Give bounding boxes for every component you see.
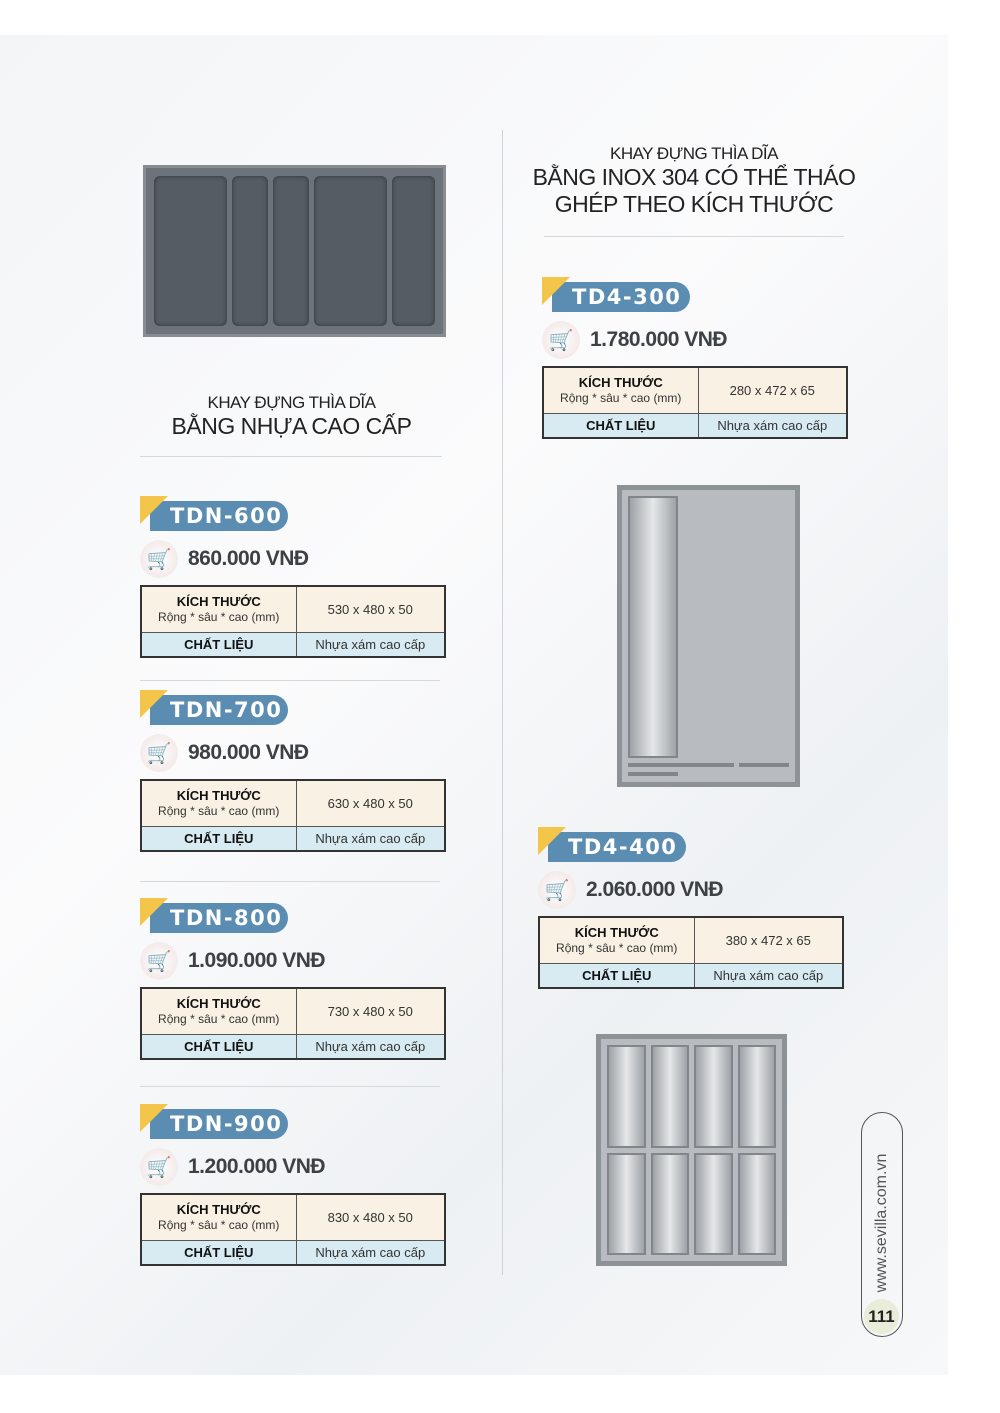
material-value: Nhựa xám cao cấp bbox=[698, 413, 847, 438]
material-label-title: CHẤT LIỆU bbox=[184, 636, 254, 652]
divider bbox=[140, 456, 442, 457]
website-url: www.sevilla.com.vn bbox=[873, 1153, 890, 1293]
size-value: 830 x 480 x 50 bbox=[296, 1194, 445, 1240]
material-label bbox=[141, 826, 296, 851]
product-code: TDN-900 bbox=[150, 1109, 288, 1139]
price-row bbox=[140, 734, 309, 772]
product-code: TDN-700 bbox=[150, 695, 288, 725]
cart-icon: 🛒 bbox=[542, 321, 580, 359]
material-value: Nhựa xám cao cấp bbox=[296, 1240, 445, 1265]
cart-icon: 🛒 bbox=[140, 942, 178, 980]
material-label bbox=[539, 963, 694, 988]
price-row bbox=[140, 1148, 325, 1186]
price: 980.000 VNĐ bbox=[188, 741, 309, 764]
product-code-badge bbox=[140, 694, 290, 725]
price-row bbox=[542, 321, 727, 359]
size-label-sub: Rộng * sâu * cao (mm) bbox=[556, 941, 678, 956]
size-label-sub: Rộng * sâu * cao (mm) bbox=[560, 391, 682, 406]
size-label-title: KÍCH THƯỚC bbox=[176, 1202, 261, 1218]
product-code: TD4-400 bbox=[548, 832, 686, 862]
divider bbox=[544, 236, 844, 237]
cart-icon: 🛒 bbox=[140, 1148, 178, 1186]
size-label bbox=[141, 780, 296, 826]
size-value: 380 x 472 x 65 bbox=[694, 917, 843, 963]
divider bbox=[140, 881, 440, 882]
right-title bbox=[520, 144, 868, 218]
divider bbox=[140, 680, 440, 681]
size-value: 280 x 472 x 65 bbox=[698, 367, 847, 413]
size-label-title: KÍCH THƯỚC bbox=[176, 594, 261, 610]
size-label-sub: Rộng * sâu * cao (mm) bbox=[158, 1218, 280, 1233]
plastic-tray-image bbox=[143, 165, 446, 337]
cart-icon: 🛒 bbox=[538, 871, 576, 909]
left-title-line2: BẰNG NHỰA CAO CẤP bbox=[171, 413, 412, 439]
price-row bbox=[140, 540, 309, 578]
right-title-line2: BẰNG INOX 304 CÓ THỂ THÁO bbox=[532, 164, 856, 190]
product-code-badge bbox=[140, 500, 290, 531]
size-label-sub: Rộng * sâu * cao (mm) bbox=[158, 804, 280, 819]
spec-table bbox=[538, 916, 844, 989]
size-label bbox=[141, 1194, 296, 1240]
size-value: 530 x 480 x 50 bbox=[296, 586, 445, 632]
material-label-title: CHẤT LIỆU bbox=[586, 417, 656, 433]
material-label-title: CHẤT LIỆU bbox=[184, 1038, 254, 1054]
material-label bbox=[543, 413, 698, 438]
price: 1.780.000 VNĐ bbox=[590, 328, 728, 351]
product-code-badge bbox=[140, 902, 290, 933]
size-label bbox=[141, 586, 296, 632]
size-label-title: KÍCH THƯỚC bbox=[578, 375, 663, 391]
spec-table bbox=[140, 585, 446, 658]
size-label-title: KÍCH THƯỚC bbox=[176, 788, 261, 804]
size-label-sub: Rộng * sâu * cao (mm) bbox=[158, 1012, 280, 1027]
size-value: 630 x 480 x 50 bbox=[296, 780, 445, 826]
column-divider bbox=[502, 130, 503, 1275]
size-label bbox=[539, 917, 694, 963]
material-label bbox=[141, 1034, 296, 1059]
price: 1.200.000 VNĐ bbox=[188, 1155, 326, 1178]
product-code-badge bbox=[140, 1108, 290, 1139]
cart-icon: 🛒 bbox=[140, 734, 178, 772]
price-row bbox=[140, 942, 325, 980]
material-value: Nhựa xám cao cấp bbox=[296, 826, 445, 851]
size-label-title: KÍCH THƯỚC bbox=[574, 925, 659, 941]
website-sidebar bbox=[861, 1112, 903, 1337]
spec-table bbox=[542, 366, 848, 439]
material-label bbox=[141, 632, 296, 657]
size-label bbox=[141, 988, 296, 1034]
material-value: Nhựa xám cao cấp bbox=[296, 632, 445, 657]
price: 1.090.000 VNĐ bbox=[188, 949, 326, 972]
material-label-title: CHẤT LIỆU bbox=[184, 830, 254, 846]
spec-table bbox=[140, 987, 446, 1060]
material-label-title: CHẤT LIỆU bbox=[184, 1244, 254, 1260]
price-row bbox=[538, 871, 723, 909]
material-value: Nhựa xám cao cấp bbox=[694, 963, 843, 988]
page-number: 111 bbox=[864, 1299, 899, 1334]
size-label-title: KÍCH THƯỚC bbox=[176, 996, 261, 1012]
product-code-badge bbox=[538, 831, 688, 862]
size-label bbox=[543, 367, 698, 413]
right-title-line3: GHÉP THEO KÍCH THƯỚC bbox=[554, 191, 834, 217]
product-code: TD4-300 bbox=[552, 282, 690, 312]
divider bbox=[140, 1086, 440, 1087]
left-title-line1: KHAY ĐỰNG THÌA DĨA bbox=[207, 393, 376, 412]
material-label bbox=[141, 1240, 296, 1265]
material-label-title: CHẤT LIỆU bbox=[582, 967, 652, 983]
spec-table bbox=[140, 779, 446, 852]
product-code: TDN-800 bbox=[150, 903, 288, 933]
cart-icon: 🛒 bbox=[140, 540, 178, 578]
price: 860.000 VNĐ bbox=[188, 547, 309, 570]
price: 2.060.000 VNĐ bbox=[586, 878, 724, 901]
size-label-sub: Rộng * sâu * cao (mm) bbox=[158, 610, 280, 625]
right-title-line1: KHAY ĐỰNG THÌA DĨA bbox=[609, 144, 778, 163]
size-value: 730 x 480 x 50 bbox=[296, 988, 445, 1034]
left-title bbox=[140, 393, 443, 440]
product-code: TDN-600 bbox=[150, 501, 288, 531]
product-code-badge bbox=[542, 281, 692, 312]
material-value: Nhựa xám cao cấp bbox=[296, 1034, 445, 1059]
inox-tray-td4-300-image bbox=[617, 485, 800, 787]
spec-table bbox=[140, 1193, 446, 1266]
inox-tray-td4-400-image bbox=[596, 1034, 787, 1266]
